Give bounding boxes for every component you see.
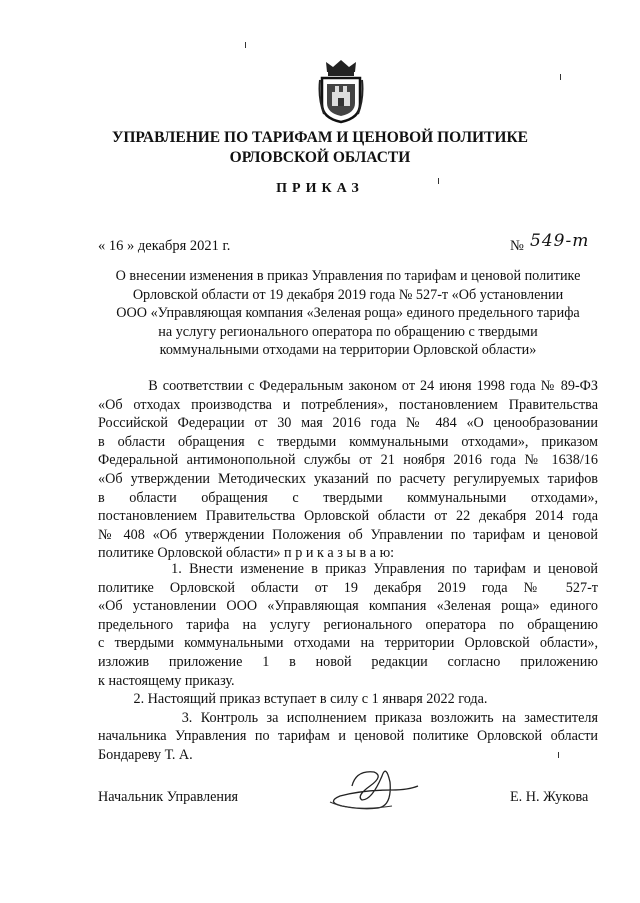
subject-line: коммунальными отходами на территории Орловской области»	[159, 342, 537, 358]
scan-speck	[558, 752, 559, 758]
preamble-line: Федеральной антимонопольной службы от 21 ноября 2016 года № 1638/16	[98, 452, 598, 469]
scan-speck	[438, 178, 439, 184]
preamble-paragraph	[98, 377, 598, 563]
signatory-position: Начальник Управления	[98, 789, 239, 805]
signatory-name: Е. Н. Жукова	[510, 789, 589, 805]
preamble-line: «Об отходах производства и потребления», постановлением Правительства	[98, 396, 598, 413]
preamble-line: постановлением Правительства Орловской области от 22 декабря 2014 года	[98, 508, 598, 525]
preamble-line: Российской Федерации от 30 мая 2016 года № 484 «О ценообразовании	[98, 415, 598, 432]
subject-line: ООО «Управляющая компания «Зеленая роща» единого предельного тарифа	[116, 305, 580, 321]
preamble-line: в области обращения с твердыми коммунальными отходами»,	[98, 489, 598, 506]
document-type: ПРИКАЗ	[276, 181, 364, 196]
preamble-line: № 408 «Об утверждении Положения об Управлении по тарифам и ценовой	[98, 526, 598, 543]
clause-line: к настоящему приказу.	[98, 672, 235, 689]
clause-line: 2. Настоящий приказ вступает в силу с 1 января 2022 года.	[98, 691, 488, 708]
preamble-line: В соответствии с Федеральным законом от 24 июня 1998 года № 89-ФЗ	[98, 378, 598, 394]
order-number-label: №	[510, 238, 524, 254]
scan-speck	[245, 42, 246, 48]
scan-speck	[560, 74, 561, 80]
clause-line: политике Орловской области от 19 декабря 2019 года № 527-т	[98, 579, 598, 596]
order-subject	[98, 267, 598, 360]
clause-line: 3. Контроль за исполнением приказа возложить на заместителя	[98, 709, 598, 726]
clause-line: предельного тарифа на услугу регионального оператора по обращению	[98, 616, 598, 633]
clause-line: 1. Внести изменение в приказ Управления по тарифам и ценовой	[98, 561, 598, 577]
org-line-1: УПРАВЛЕНИЕ ПО ТАРИФАМ И ЦЕНОВОЙ ПОЛИТИКЕ	[111, 129, 529, 146]
order-date: « 16 » декабря 2021 г.	[98, 238, 231, 254]
clause-line: Бондареву Т. А.	[98, 746, 193, 763]
clause-line: начальника Управления по тарифам и ценовой политике Орловской области	[98, 728, 598, 745]
clause-line: «Об установлении ООО «Управляющая компания «Зеленая роща» единого	[98, 598, 598, 615]
order-number-handwritten: 549-т	[530, 231, 590, 251]
clause-line: изложив приложение 1 в новой редакции согласно приложению	[98, 653, 598, 670]
order-clauses	[98, 560, 598, 765]
preamble-line: «Об утверждении Методических указаний по расчету регулируемых тарифов	[98, 470, 598, 487]
org-line-2: ОРЛОВСКОЙ ОБЛАСТИ	[229, 149, 411, 166]
subject-line: О внесении изменения в приказ Управления по тарифам и ценовой политике	[115, 268, 581, 284]
coat-of-arms-icon	[318, 58, 364, 124]
subject-line: на услугу регионального оператора по обращению с твердыми	[158, 323, 538, 340]
issuing-organization	[0, 128, 640, 168]
handwritten-signature-icon	[322, 756, 422, 818]
preamble-line: политике Орловской области» п р и к а з ы в а ю:	[98, 545, 395, 562]
clause-line: с твердыми коммунальными отходами на территории Орловской области»,	[98, 635, 598, 652]
preamble-line: в области обращения с твердыми коммунальными отходами», приказом	[98, 433, 598, 450]
subject-line: Орловской области от 19 декабря 2019 года № 527-т «Об установлении	[132, 286, 564, 303]
